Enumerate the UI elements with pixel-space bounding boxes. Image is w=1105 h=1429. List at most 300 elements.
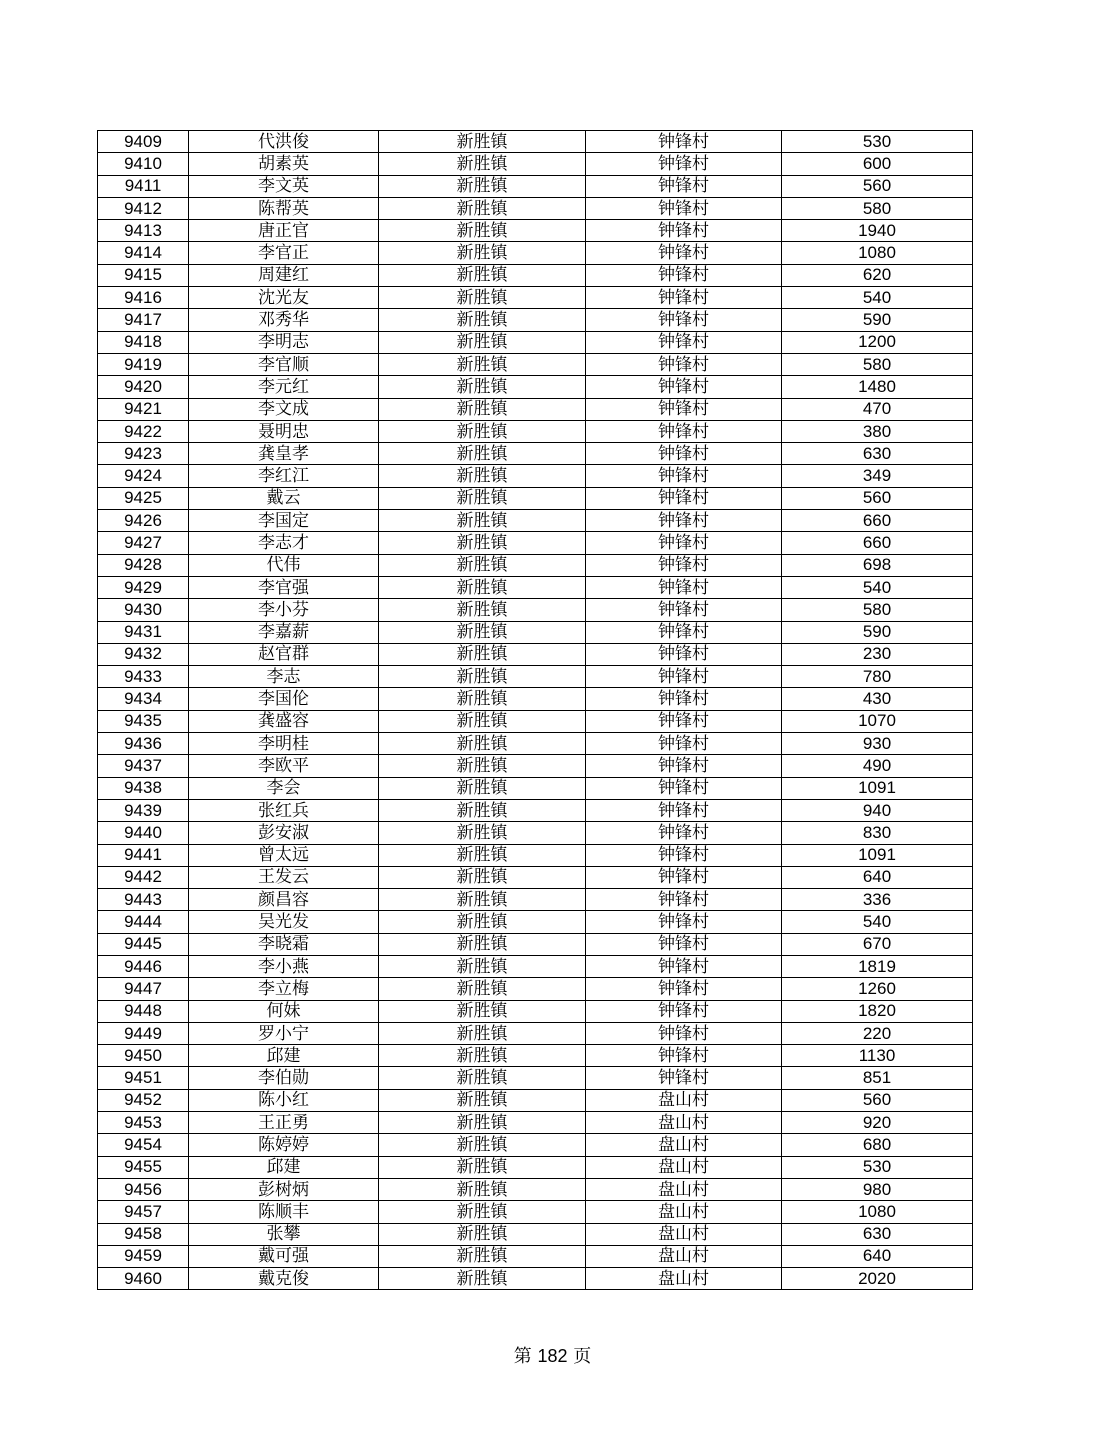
table-row [98, 1000, 973, 1022]
table-row [98, 777, 973, 799]
table-row [98, 911, 973, 933]
cell-amount: 1260 [782, 978, 973, 1000]
cell-amount: 630 [782, 1223, 973, 1245]
cell-town: 新胜镇 [379, 242, 586, 264]
cell-amount: 980 [782, 1178, 973, 1200]
cell-amount: 540 [782, 287, 973, 309]
cell-village: 钟锋村 [586, 1022, 782, 1044]
cell-amount: 620 [782, 264, 973, 286]
cell-id: 9441 [98, 844, 189, 866]
page-number: 182 [537, 1346, 568, 1366]
cell-name: 吴光发 [189, 911, 379, 933]
cell-town: 新胜镇 [379, 1223, 586, 1245]
cell-id: 9416 [98, 287, 189, 309]
table-row [98, 465, 973, 487]
cell-amount: 490 [782, 755, 973, 777]
cell-town: 新胜镇 [379, 666, 586, 688]
cell-village: 钟锋村 [586, 643, 782, 665]
cell-amount: 600 [782, 153, 973, 175]
cell-town: 新胜镇 [379, 710, 586, 732]
cell-amount: 1070 [782, 710, 973, 732]
table-row [98, 220, 973, 242]
cell-town: 新胜镇 [379, 755, 586, 777]
cell-village: 钟锋村 [586, 1000, 782, 1022]
cell-amount: 220 [782, 1022, 973, 1044]
cell-town: 新胜镇 [379, 1201, 586, 1223]
cell-town: 新胜镇 [379, 576, 586, 598]
cell-town: 新胜镇 [379, 131, 586, 153]
cell-town: 新胜镇 [379, 376, 586, 398]
table-row [98, 1178, 973, 1200]
cell-id: 9455 [98, 1156, 189, 1178]
cell-amount: 660 [782, 510, 973, 532]
cell-village: 钟锋村 [586, 599, 782, 621]
cell-name: 李国定 [189, 510, 379, 532]
data-table [97, 130, 973, 1290]
cell-id: 9414 [98, 242, 189, 264]
cell-town: 新胜镇 [379, 487, 586, 509]
cell-name: 陈婷婷 [189, 1134, 379, 1156]
cell-amount: 1940 [782, 220, 973, 242]
cell-town: 新胜镇 [379, 777, 586, 799]
cell-amount: 590 [782, 621, 973, 643]
cell-amount: 380 [782, 420, 973, 442]
cell-amount: 530 [782, 1156, 973, 1178]
cell-town: 新胜镇 [379, 688, 586, 710]
cell-village: 盘山村 [586, 1245, 782, 1267]
cell-id: 9444 [98, 911, 189, 933]
cell-amount: 1820 [782, 1000, 973, 1022]
cell-village: 盘山村 [586, 1089, 782, 1111]
cell-village: 钟锋村 [586, 287, 782, 309]
cell-name: 李立梅 [189, 978, 379, 1000]
table-row [98, 666, 973, 688]
table-row [98, 1223, 973, 1245]
cell-id: 9426 [98, 510, 189, 532]
cell-id: 9413 [98, 220, 189, 242]
cell-town: 新胜镇 [379, 1022, 586, 1044]
cell-village: 钟锋村 [586, 866, 782, 888]
cell-id: 9429 [98, 576, 189, 598]
cell-town: 新胜镇 [379, 1089, 586, 1111]
cell-amount: 1130 [782, 1045, 973, 1067]
cell-amount: 590 [782, 309, 973, 331]
cell-id: 9450 [98, 1045, 189, 1067]
table-row [98, 621, 973, 643]
cell-amount: 1091 [782, 777, 973, 799]
cell-village: 钟锋村 [586, 955, 782, 977]
cell-id: 9417 [98, 309, 189, 331]
cell-village: 钟锋村 [586, 889, 782, 911]
cell-town: 新胜镇 [379, 866, 586, 888]
cell-id: 9418 [98, 331, 189, 353]
cell-village: 钟锋村 [586, 777, 782, 799]
cell-id: 9420 [98, 376, 189, 398]
cell-name: 赵官群 [189, 643, 379, 665]
table-row [98, 688, 973, 710]
cell-village: 钟锋村 [586, 621, 782, 643]
cell-town: 新胜镇 [379, 264, 586, 286]
cell-town: 新胜镇 [379, 955, 586, 977]
cell-town: 新胜镇 [379, 398, 586, 420]
cell-village: 钟锋村 [586, 309, 782, 331]
cell-name: 王正勇 [189, 1112, 379, 1134]
table-row [98, 443, 973, 465]
cell-id: 9460 [98, 1268, 189, 1290]
cell-name: 代洪俊 [189, 131, 379, 153]
table-row [98, 287, 973, 309]
cell-town: 新胜镇 [379, 1178, 586, 1200]
table-row [98, 1067, 973, 1089]
cell-village: 钟锋村 [586, 799, 782, 821]
cell-village: 钟锋村 [586, 398, 782, 420]
cell-name: 李明桂 [189, 733, 379, 755]
cell-village: 钟锋村 [586, 911, 782, 933]
cell-id: 9421 [98, 398, 189, 420]
cell-village: 钟锋村 [586, 420, 782, 442]
cell-id: 9409 [98, 131, 189, 153]
cell-town: 新胜镇 [379, 420, 586, 442]
cell-name: 李明志 [189, 331, 379, 353]
cell-name: 戴克俊 [189, 1268, 379, 1290]
cell-name: 彭安淑 [189, 822, 379, 844]
cell-amount: 470 [782, 398, 973, 420]
cell-name: 邓秀华 [189, 309, 379, 331]
table-row [98, 933, 973, 955]
table-row [98, 487, 973, 509]
cell-id: 9424 [98, 465, 189, 487]
cell-name: 戴可强 [189, 1245, 379, 1267]
cell-town: 新胜镇 [379, 287, 586, 309]
cell-town: 新胜镇 [379, 822, 586, 844]
cell-village: 钟锋村 [586, 264, 782, 286]
table-row [98, 1156, 973, 1178]
cell-village: 钟锋村 [586, 353, 782, 375]
cell-town: 新胜镇 [379, 331, 586, 353]
cell-village: 盘山村 [586, 1178, 782, 1200]
page-footer-prefix: 第 [513, 1346, 532, 1367]
cell-amount: 1819 [782, 955, 973, 977]
cell-name: 张攀 [189, 1223, 379, 1245]
table-row [98, 978, 973, 1000]
cell-name: 聂明忠 [189, 420, 379, 442]
cell-village: 钟锋村 [586, 733, 782, 755]
cell-amount: 640 [782, 1245, 973, 1267]
table-row [98, 197, 973, 219]
table-row [98, 844, 973, 866]
cell-amount: 580 [782, 197, 973, 219]
table-row [98, 554, 973, 576]
cell-id: 9442 [98, 866, 189, 888]
cell-name: 李志才 [189, 532, 379, 554]
table-row [98, 309, 973, 331]
cell-id: 9446 [98, 955, 189, 977]
cell-town: 新胜镇 [379, 353, 586, 375]
cell-amount: 560 [782, 487, 973, 509]
cell-town: 新胜镇 [379, 197, 586, 219]
cell-town: 新胜镇 [379, 153, 586, 175]
cell-village: 钟锋村 [586, 487, 782, 509]
table-row [98, 376, 973, 398]
cell-town: 新胜镇 [379, 1245, 586, 1267]
cell-village: 钟锋村 [586, 933, 782, 955]
cell-name: 李会 [189, 777, 379, 799]
cell-town: 新胜镇 [379, 1112, 586, 1134]
cell-name: 李文成 [189, 398, 379, 420]
table-row [98, 710, 973, 732]
cell-name: 李嘉薪 [189, 621, 379, 643]
cell-amount: 230 [782, 643, 973, 665]
cell-village: 钟锋村 [586, 688, 782, 710]
cell-name: 陈小红 [189, 1089, 379, 1111]
cell-village: 钟锋村 [586, 220, 782, 242]
cell-name: 邱建 [189, 1045, 379, 1067]
cell-id: 9449 [98, 1022, 189, 1044]
cell-id: 9437 [98, 755, 189, 777]
cell-town: 新胜镇 [379, 1000, 586, 1022]
cell-id: 9435 [98, 710, 189, 732]
cell-village: 钟锋村 [586, 510, 782, 532]
cell-village: 钟锋村 [586, 242, 782, 264]
cell-id: 9412 [98, 197, 189, 219]
cell-name: 李小燕 [189, 955, 379, 977]
table-row [98, 733, 973, 755]
cell-town: 新胜镇 [379, 889, 586, 911]
table-row [98, 131, 973, 153]
cell-amount: 560 [782, 175, 973, 197]
cell-village: 钟锋村 [586, 576, 782, 598]
table-row [98, 643, 973, 665]
cell-id: 9445 [98, 933, 189, 955]
cell-amount: 336 [782, 889, 973, 911]
cell-name: 李官正 [189, 242, 379, 264]
cell-amount: 670 [782, 933, 973, 955]
cell-name: 李官顺 [189, 353, 379, 375]
cell-village: 钟锋村 [586, 554, 782, 576]
cell-id: 9447 [98, 978, 189, 1000]
cell-village: 钟锋村 [586, 1045, 782, 1067]
table-row [98, 510, 973, 532]
cell-village: 钟锋村 [586, 465, 782, 487]
cell-village: 钟锋村 [586, 978, 782, 1000]
cell-town: 新胜镇 [379, 220, 586, 242]
cell-amount: 851 [782, 1067, 973, 1089]
cell-id: 9419 [98, 353, 189, 375]
table-row [98, 532, 973, 554]
cell-village: 钟锋村 [586, 1067, 782, 1089]
cell-village: 钟锋村 [586, 844, 782, 866]
cell-town: 新胜镇 [379, 175, 586, 197]
cell-amount: 430 [782, 688, 973, 710]
cell-village: 盘山村 [586, 1268, 782, 1290]
page-footer-suffix: 页 [573, 1346, 592, 1367]
cell-amount: 640 [782, 866, 973, 888]
cell-id: 9436 [98, 733, 189, 755]
table-row [98, 889, 973, 911]
cell-name: 李红江 [189, 465, 379, 487]
cell-town: 新胜镇 [379, 1067, 586, 1089]
cell-id: 9410 [98, 153, 189, 175]
cell-town: 新胜镇 [379, 844, 586, 866]
cell-town: 新胜镇 [379, 599, 586, 621]
cell-village: 钟锋村 [586, 710, 782, 732]
cell-town: 新胜镇 [379, 933, 586, 955]
cell-town: 新胜镇 [379, 309, 586, 331]
cell-village: 盘山村 [586, 1156, 782, 1178]
cell-id: 9427 [98, 532, 189, 554]
cell-town: 新胜镇 [379, 643, 586, 665]
table-row [98, 398, 973, 420]
cell-name: 陈顺丰 [189, 1201, 379, 1223]
table-row [98, 264, 973, 286]
cell-id: 9428 [98, 554, 189, 576]
cell-village: 钟锋村 [586, 175, 782, 197]
cell-id: 9443 [98, 889, 189, 911]
cell-name: 李志 [189, 666, 379, 688]
cell-id: 9415 [98, 264, 189, 286]
cell-name: 李伯勋 [189, 1067, 379, 1089]
cell-amount: 1080 [782, 242, 973, 264]
table-row [98, 822, 973, 844]
cell-town: 新胜镇 [379, 1045, 586, 1067]
cell-village: 钟锋村 [586, 532, 782, 554]
cell-name: 曾太远 [189, 844, 379, 866]
cell-id: 9423 [98, 443, 189, 465]
cell-amount: 580 [782, 353, 973, 375]
cell-id: 9456 [98, 1178, 189, 1200]
cell-id: 9448 [98, 1000, 189, 1022]
table-body [98, 131, 973, 1290]
cell-amount: 940 [782, 799, 973, 821]
table-row [98, 866, 973, 888]
cell-amount: 630 [782, 443, 973, 465]
cell-village: 盘山村 [586, 1223, 782, 1245]
cell-village: 盘山村 [586, 1134, 782, 1156]
cell-village: 钟锋村 [586, 153, 782, 175]
cell-name: 唐正官 [189, 220, 379, 242]
cell-town: 新胜镇 [379, 911, 586, 933]
cell-amount: 580 [782, 599, 973, 621]
cell-village: 钟锋村 [586, 331, 782, 353]
cell-id: 9433 [98, 666, 189, 688]
cell-village: 盘山村 [586, 1112, 782, 1134]
table-row [98, 1089, 973, 1111]
cell-amount: 698 [782, 554, 973, 576]
cell-id: 9459 [98, 1245, 189, 1267]
cell-name: 陈帮英 [189, 197, 379, 219]
cell-amount: 660 [782, 532, 973, 554]
cell-town: 新胜镇 [379, 1156, 586, 1178]
cell-town: 新胜镇 [379, 978, 586, 1000]
page-footer [0, 1342, 1105, 1368]
cell-name: 李元红 [189, 376, 379, 398]
table-row [98, 755, 973, 777]
cell-village: 钟锋村 [586, 822, 782, 844]
table-row [98, 331, 973, 353]
cell-town: 新胜镇 [379, 1134, 586, 1156]
cell-amount: 920 [782, 1112, 973, 1134]
table-row [98, 1268, 973, 1290]
cell-amount: 1080 [782, 1201, 973, 1223]
cell-id: 9457 [98, 1201, 189, 1223]
cell-amount: 830 [782, 822, 973, 844]
table-row [98, 799, 973, 821]
cell-town: 新胜镇 [379, 532, 586, 554]
cell-amount: 349 [782, 465, 973, 487]
cell-name: 何妹 [189, 1000, 379, 1022]
cell-name: 龚盛容 [189, 710, 379, 732]
cell-town: 新胜镇 [379, 554, 586, 576]
cell-name: 李晓霜 [189, 933, 379, 955]
cell-name: 代伟 [189, 554, 379, 576]
cell-amount: 560 [782, 1089, 973, 1111]
table-row [98, 599, 973, 621]
cell-amount: 780 [782, 666, 973, 688]
cell-name: 李国伦 [189, 688, 379, 710]
cell-id: 9430 [98, 599, 189, 621]
cell-town: 新胜镇 [379, 621, 586, 643]
cell-name: 李文英 [189, 175, 379, 197]
cell-id: 9411 [98, 175, 189, 197]
cell-village: 钟锋村 [586, 755, 782, 777]
cell-id: 9439 [98, 799, 189, 821]
cell-town: 新胜镇 [379, 510, 586, 532]
cell-id: 9452 [98, 1089, 189, 1111]
cell-id: 9434 [98, 688, 189, 710]
cell-name: 张红兵 [189, 799, 379, 821]
cell-village: 钟锋村 [586, 197, 782, 219]
cell-id: 9438 [98, 777, 189, 799]
table-row [98, 1045, 973, 1067]
cell-village: 盘山村 [586, 1201, 782, 1223]
cell-name: 李官强 [189, 576, 379, 598]
cell-name: 戴云 [189, 487, 379, 509]
table-row [98, 1112, 973, 1134]
cell-name: 李小芬 [189, 599, 379, 621]
table-row [98, 1134, 973, 1156]
cell-name: 彭树炳 [189, 1178, 379, 1200]
cell-amount: 680 [782, 1134, 973, 1156]
table-row [98, 420, 973, 442]
cell-id: 9451 [98, 1067, 189, 1089]
table-row [98, 955, 973, 977]
cell-amount: 1200 [782, 331, 973, 353]
cell-id: 9431 [98, 621, 189, 643]
cell-amount: 540 [782, 911, 973, 933]
cell-id: 9458 [98, 1223, 189, 1245]
cell-amount: 530 [782, 131, 973, 153]
table-row [98, 1245, 973, 1267]
cell-name: 沈光友 [189, 287, 379, 309]
table-row [98, 576, 973, 598]
cell-name: 李欧平 [189, 755, 379, 777]
cell-name: 王发云 [189, 866, 379, 888]
cell-amount: 930 [782, 733, 973, 755]
cell-name: 邱建 [189, 1156, 379, 1178]
cell-town: 新胜镇 [379, 443, 586, 465]
cell-id: 9454 [98, 1134, 189, 1156]
cell-id: 9425 [98, 487, 189, 509]
table-row [98, 1022, 973, 1044]
cell-name: 颜昌容 [189, 889, 379, 911]
cell-name: 龚皇孝 [189, 443, 379, 465]
table-row [98, 1201, 973, 1223]
cell-village: 钟锋村 [586, 443, 782, 465]
cell-amount: 1091 [782, 844, 973, 866]
cell-town: 新胜镇 [379, 733, 586, 755]
cell-town: 新胜镇 [379, 1268, 586, 1290]
cell-id: 9440 [98, 822, 189, 844]
